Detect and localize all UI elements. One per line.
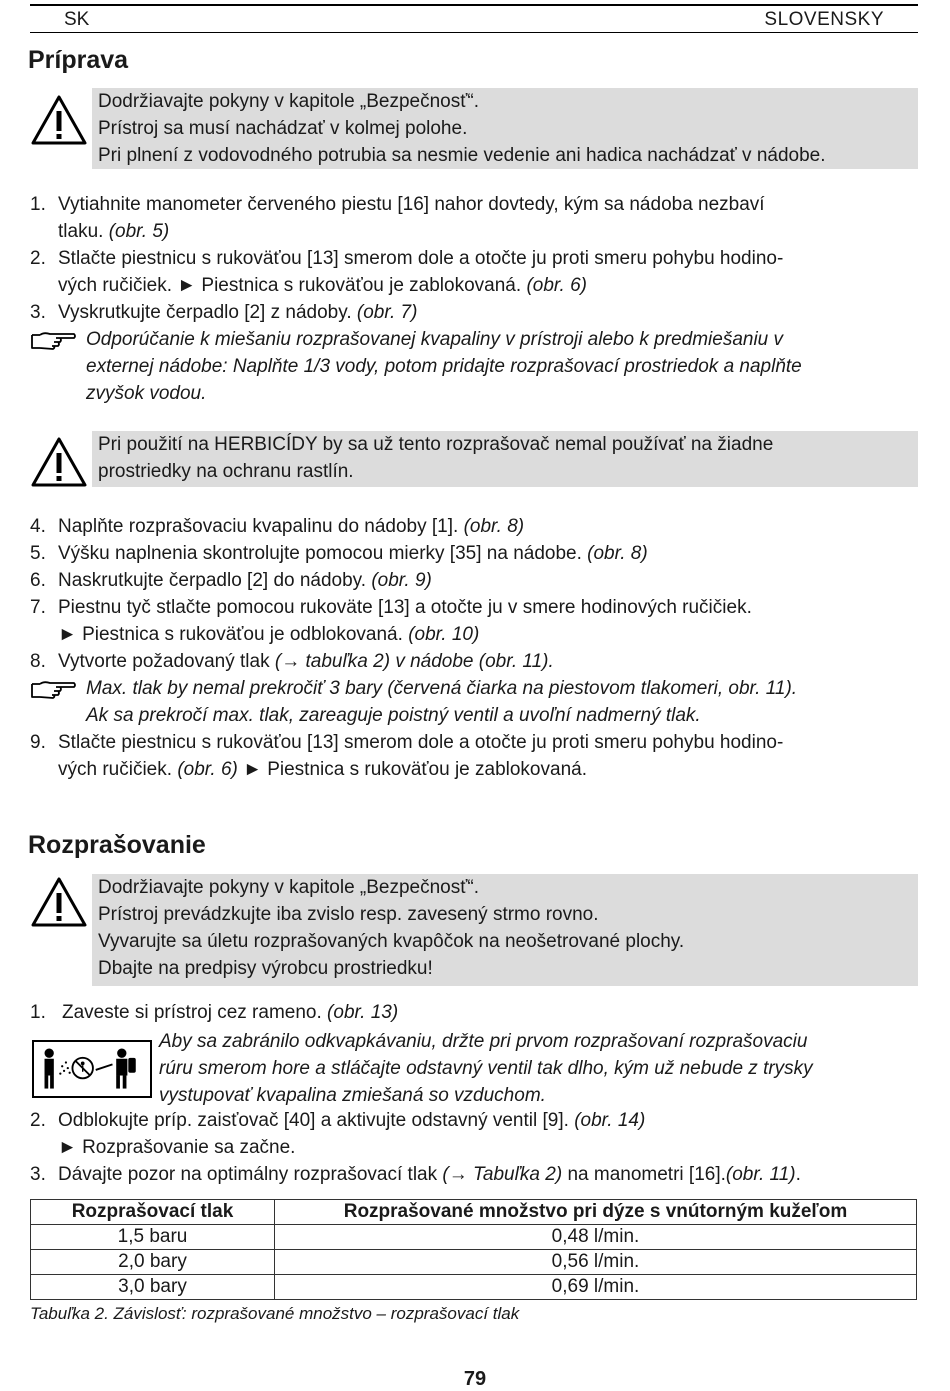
step-result: ► Rozprašovanie sa začne.: [58, 1137, 296, 1158]
figure-ref: (obr. 9): [371, 570, 432, 591]
note-line: Ak sa prekročí max. tlak, zareaguje poistný ventil a uvoľní nadmerný tlak.: [86, 705, 701, 726]
warning-icon: [30, 94, 88, 146]
step-number: 2.: [30, 248, 46, 269]
step-text: vých ručičiek.: [58, 759, 173, 780]
language-code: SK: [64, 9, 90, 30]
note-2: [86, 675, 920, 729]
table-cell: 2,0 bary: [31, 1250, 275, 1275]
warning-icon: [30, 436, 88, 488]
table-cell: 0,56 l/min.: [275, 1250, 917, 1275]
table-row: [31, 1250, 917, 1275]
table-cell: 3,0 bary: [31, 1275, 275, 1300]
warning-line: Prístroj prevádzkujte iba zvislo resp. zavesený strmo rovno.: [98, 904, 599, 925]
warning-line: Dodržiavajte pokyny v kapitole „Bezpečnosť“.: [98, 877, 479, 898]
column-header: Rozprašovací tlak: [31, 1200, 275, 1225]
step-number: 4.: [30, 516, 46, 537]
figure-ref: (obr. 13): [327, 1002, 399, 1023]
warning-line: Dodržiavajte pokyny v kapitole „Bezpečnosť“.: [98, 91, 479, 112]
warning-line: Vyvarujte sa úletu rozprašovaných kvapôčok na neošetrované plochy.: [98, 931, 685, 952]
step-number: 7.: [30, 597, 46, 618]
no-bystanders-spray-pictogram-icon: [32, 1040, 152, 1098]
step-text: Naskrutkujte čerpadlo [2] do nádoby.: [58, 570, 367, 591]
step-number: 5.: [30, 543, 46, 564]
step-number: 8.: [30, 651, 46, 672]
step-text: na manometri [16].: [567, 1164, 726, 1185]
table-cell: 0,48 l/min.: [275, 1225, 917, 1250]
step-text: Piestnu tyč stlačte pomocou rukoväte [13] a otočte ju v smere hodinových ručičiek.: [58, 597, 752, 618]
step-result: ► Piestnica s rukoväťou je zablokovaná.: [243, 759, 587, 780]
step-number: 3.: [30, 1164, 46, 1185]
note-1: [86, 326, 920, 407]
figure-ref: (obr. 10): [408, 624, 480, 645]
note-line: rúru smerom hore a stláčajte odstavný ventil tak dlho, kým už nebude z trysky: [159, 1058, 813, 1079]
step-text: Stlačte piestnicu s rukoväťou [13] smerom dole a otočte ju proti smeru pohybu hodino-: [58, 248, 784, 269]
step-number: 1.: [30, 1002, 46, 1023]
warning-line: Pri použití na HERBICÍDY by sa už tento rozprašovač nemal používať na žiadne: [98, 434, 774, 455]
step-text: Vytiahnite manometer červeného piestu [16] nahor dovtedy, kým sa nádoba nezbaví: [58, 194, 765, 215]
section-title-rozprasovanie: Rozprašovanie: [28, 831, 206, 859]
note-line: Aby sa zabránilo odkvapkávaniu, držte pri prvom rozprašovaní rozprašovaciu: [159, 1031, 808, 1052]
figure-ref: (obr. 6): [177, 759, 238, 780]
pressure-flow-table: [30, 1199, 917, 1300]
step-text: vých ručičiek. ► Piestnica s rukoväťou je zablokovaná.: [58, 275, 522, 296]
note-line: vystupovať kvapalina zmiešaná so vzduchom.: [159, 1085, 546, 1106]
note-line: zvyšok vodou.: [86, 383, 207, 404]
step-number: 9.: [30, 732, 46, 753]
step-number: 1.: [30, 194, 46, 215]
section-title-priprava: Príprava: [28, 46, 129, 74]
warning-box-2: [92, 431, 918, 487]
figure-ref: (→ tabuľka 2) v nádobe (obr. 11).: [274, 651, 554, 672]
step-text: Naplňte rozprašovaciu kvapalinu do nádoby [1].: [58, 516, 459, 537]
note-line: externej nádobe: Naplňte 1/3 vody, potom pridajte rozprašovací prostriedok a naplňte: [86, 356, 802, 377]
column-header: Rozprašované množstvo pri dýze s vnútorným kužeľom: [275, 1200, 917, 1225]
step-text: .: [795, 1164, 801, 1185]
warning-line: Pri plnení z vodovodného potrubia sa nesmie vedenie ani hadica nachádzať v nádobe.: [98, 145, 826, 166]
step-text: Odblokujte príp. zaisťovač [40] a aktivujte odstavný ventil [9].: [58, 1110, 569, 1131]
warning-box-1: [92, 88, 918, 169]
step-text: Stlačte piestnicu s rukoväťou [13] smerom dole a otočte ju proti smeru pohybu hodino-: [58, 732, 784, 753]
pointing-hand-icon: [30, 330, 76, 350]
table-row: [31, 1225, 917, 1250]
page-number: 79: [463, 1368, 487, 1390]
figure-ref: (obr. 7): [356, 302, 418, 323]
figure-ref: (obr. 8): [587, 543, 648, 564]
note-line: Odporúčanie k miešaniu rozprašovanej kvapaliny v prístroji alebo k predmiešaniu v: [86, 329, 784, 350]
note-line: Max. tlak by nemal prekročiť 3 bary (červená čiarka na piestovom tlakomeri, obr. 11).: [86, 678, 798, 699]
step-text: Výšku naplnenia skontrolujte pomocou mierky [35] na nádobe.: [58, 543, 582, 564]
table-row: [31, 1275, 917, 1300]
figure-ref: (obr. 8): [463, 516, 525, 537]
warning-line: prostriedky na ochranu rastlín.: [98, 461, 354, 482]
step-result: ► Piestnica s rukoväťou je odblokovaná.: [58, 624, 403, 645]
table-ref: (→ Tabuľka 2): [442, 1164, 563, 1185]
warning-icon: [30, 876, 88, 928]
step-number: 3.: [30, 302, 46, 323]
pointing-hand-icon: [30, 679, 76, 699]
warning-box-3: [92, 874, 918, 986]
page-header: [30, 4, 918, 33]
step-text: Vyskrutkujte čerpadlo [2] z nádoby.: [58, 302, 352, 323]
figure-ref: (obr. 14): [574, 1110, 646, 1131]
step-number: 2.: [30, 1110, 46, 1131]
warning-line: Prístroj sa musí nachádzať v kolmej polohe.: [98, 118, 468, 139]
table-caption: Tabuľka 2. Závislosť: rozprašované množstvo – rozprašovací tlak: [30, 1304, 520, 1323]
step-text: Vytvorte požadovaný tlak: [58, 651, 270, 672]
language-name: SLOVENSKY: [764, 9, 884, 30]
figure-ref: (obr. 11): [725, 1164, 796, 1185]
warning-line: Dbajte na predpisy výrobcu prostriedku!: [98, 958, 433, 979]
step-text: Zaveste si prístroj cez rameno.: [62, 1002, 322, 1023]
step-text: Dávajte pozor na optimálny rozprašovací tlak: [58, 1164, 438, 1185]
table-header-row: [31, 1200, 917, 1225]
pictogram-note: [159, 1028, 919, 1109]
step-text: tlaku.: [58, 221, 104, 242]
table-cell: 0,69 l/min.: [275, 1275, 917, 1300]
table-cell: 1,5 baru: [31, 1225, 275, 1250]
figure-ref: (obr. 6): [526, 275, 587, 296]
figure-ref: (obr. 5): [108, 221, 170, 242]
step-number: 6.: [30, 570, 46, 591]
